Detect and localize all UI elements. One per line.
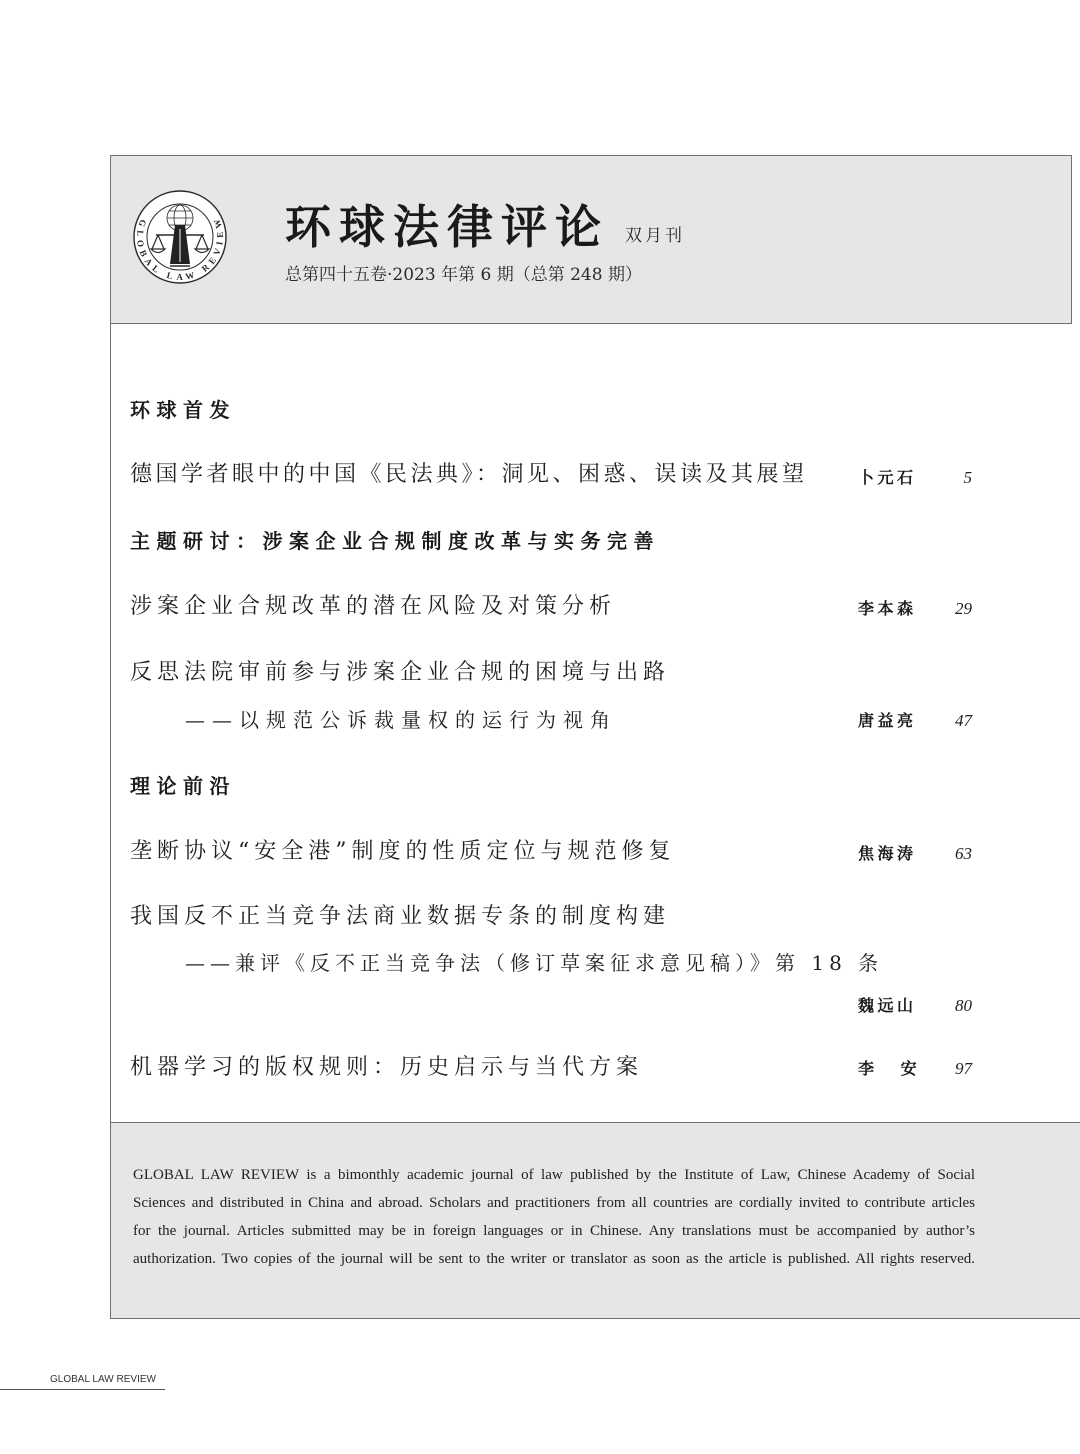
toc-entry-subtitle: ——兼评《反不正当竞争法（修订草案征求意见稿）》第 18 条 [185,951,884,975]
toc-entry-author: 卜元石 [858,468,917,487]
frame-left-rule [110,323,111,1123]
toc-entry-title: 涉案企业合规改革的潜在风险及对策分析 [130,594,617,619]
issue-info: 总第四十五卷·2023 年第 6 期（总第 248 期） [285,265,642,285]
about-text-line: for the journal. Articles submitted may be in foreign languages or in Chinese. Any translations must be accompanied by author’s [133,1223,975,1239]
toc-entry-title: 德国学者眼中的中国《民法典》：洞见、困惑、误读及其展望 [130,462,808,487]
toc-entry-page: 80 [955,996,972,1015]
toc-entry-title: 垄断协议“安全港”制度的性质定位与规范修复 [130,839,676,864]
journal-logo [132,189,228,285]
toc-section-heading: 主题研讨：涉案企业合规制度改革与实务完善 [130,529,660,553]
about-text-line: GLOBAL LAW REVIEW is a bimonthly academic journal of law published by the Institute of Law, Chinese Academy of Social [133,1167,975,1183]
toc-section-heading: 理论前沿 [130,774,236,798]
toc-entry-page: 97 [955,1059,972,1078]
toc-entry-title: 机器学习的版权规则：历史启示与当代方案 [130,1055,644,1080]
toc-entry-page: 29 [955,599,972,618]
toc-entry-subtitle: ——以规范公诉裁量权的运行为视角 [185,708,617,732]
running-footer-rule [0,1389,165,1390]
toc-entry-author: 唐益亮 [858,711,917,730]
toc-entry-title: 反思法院审前参与涉案企业合规的困境与出路 [130,660,671,685]
toc-entry-page: 5 [963,468,972,487]
running-footer-label: GLOBAL LAW REVIEW [50,1374,156,1385]
toc-entry-page: 63 [955,844,972,863]
toc-entry-author: 焦海涛 [858,844,917,863]
toc-entry-author: 李 安 [858,1059,921,1078]
toc-entry-page: 47 [955,711,972,730]
logo-lettering-path: GLOBAL LAW REVIEW [134,217,226,283]
toc-entry-author: 李本森 [858,599,917,618]
toc-entry-author: 魏远山 [858,996,917,1015]
toc-entry-title: 我国反不正当竞争法商业数据专条的制度构建 [130,904,671,929]
publication-frequency: 双月刊 [625,226,685,246]
about-text-line: Sciences and distributed in China and abroad. Scholars and practitioners from all countries are cordially invited to contribute articles [133,1195,975,1211]
about-text-line: authorization. Two copies of the journal will be sent to the writer or translator as soon as the article is published. All rights reserved. [133,1251,975,1267]
toc-section-heading: 环球首发 [130,398,236,422]
journal-title: 环球法律评论 [285,200,609,254]
